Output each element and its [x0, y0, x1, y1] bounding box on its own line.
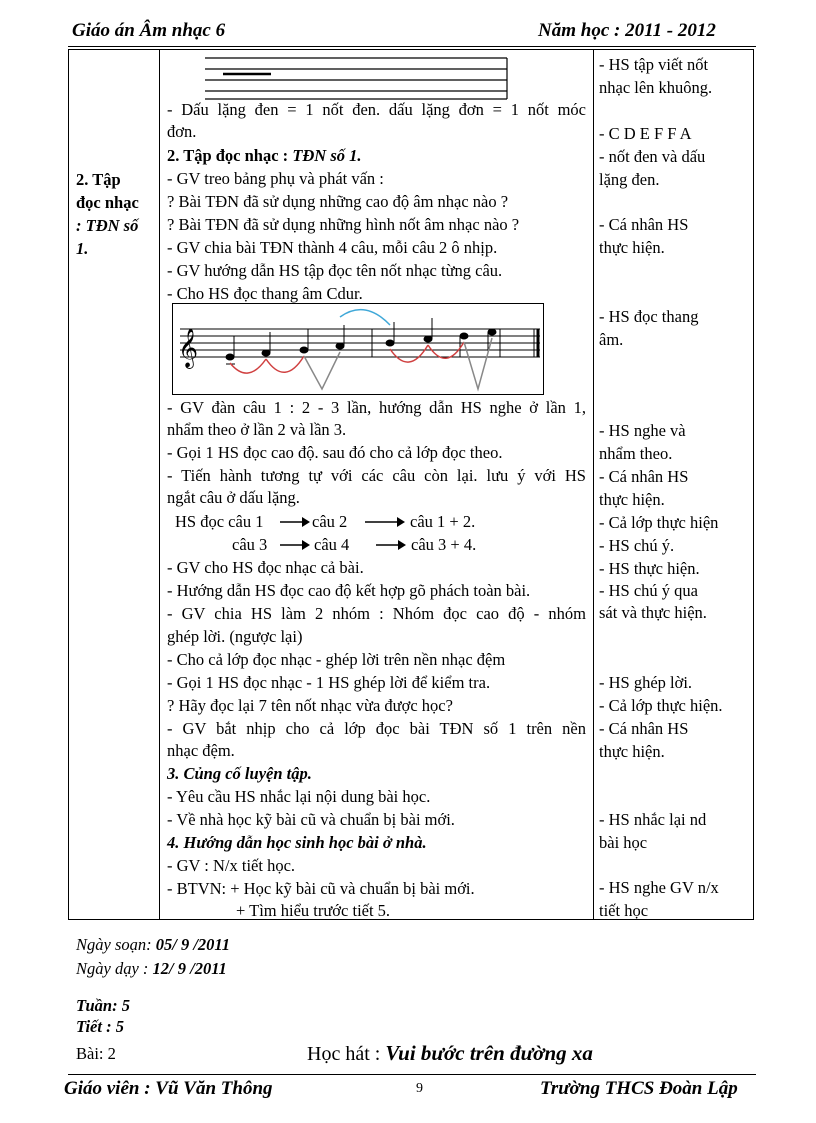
student-activity: thực hiện.	[599, 238, 665, 257]
staff-fragment	[205, 54, 515, 100]
text-line: + Tìm hiểu trước tiết 5.	[236, 901, 391, 920]
student-activity: - C D E F F A	[599, 124, 692, 143]
text-line: - GV đàn câu 1 : 2 - 3 lần, hướng dẫn HS nghe ở lần 1,	[167, 398, 586, 417]
student-activity: - HS chú ý.	[599, 536, 675, 555]
student-activity: - HS nhắc lại nd	[599, 810, 707, 829]
section-heading-2	[167, 145, 362, 167]
text-line: - Gọi 1 HS đọc cao độ. sau đó cho cả lớp đọc theo.	[167, 443, 503, 462]
treble-clef-icon: 𝄞	[178, 328, 199, 368]
text-line: ngắt câu ở dấu lặng.	[167, 488, 300, 507]
text-line: - GV treo bảng phụ và phát vấn :	[167, 169, 384, 188]
lesson-number: Bài: 2	[76, 1044, 116, 1063]
text-line: - Gọi 1 HS đọc nhạc - 1 HS ghép lời để kiểm tra.	[167, 673, 491, 692]
song-title: Vui bước trên đường xa	[385, 1041, 593, 1065]
table-divider-1	[159, 49, 160, 920]
text-line: - BTVN: + Học kỹ bài cũ và chuẩn bị bài mới.	[167, 879, 475, 898]
student-activity: - Cả lớp thực hiện.	[599, 696, 723, 715]
student-activity: - HS chú ý qua	[599, 581, 698, 600]
rest-note-text: - Dấu lặng đen = 1 nốt đen. dấu lặng đơn = 1 nốt móc	[167, 100, 586, 119]
student-activity: - Cá nhân HS	[599, 215, 689, 234]
text-line: - Về nhà học kỹ bài cũ và chuẩn bị bài mới.	[167, 810, 455, 829]
arrow-right-icon	[365, 515, 405, 529]
student-activity: sát và thực hiện.	[599, 603, 707, 622]
student-activity: - HS nghe GV n/x	[599, 878, 719, 897]
student-activity: - HS nghe và	[599, 421, 686, 440]
footer-school: Trường THCS Đoàn Lập	[540, 1078, 738, 1099]
text-line: - Cho cả lớp đọc nhạc - ghép lời trên nền nhạc đệm	[167, 650, 506, 669]
week-label: Tuần: 5	[76, 996, 130, 1015]
sequence-step: câu 1 + 2.	[410, 512, 476, 531]
table-divider-2	[593, 49, 594, 920]
text-line: - GV chia HS làm 2 nhóm : Nhóm đọc cao độ - nhóm	[167, 604, 586, 623]
rest-note-text: đơn.	[167, 122, 197, 141]
student-activity: tiết học	[599, 901, 649, 920]
period-label: Tiết : 5	[76, 1017, 124, 1036]
text-line: - GV cho HS đọc nhạc cả bài.	[167, 558, 364, 577]
section-label-line: : TĐN số	[76, 216, 139, 235]
text-line: - GV : N/x tiết học.	[167, 856, 296, 875]
section-label-line: 2. Tập	[76, 170, 121, 189]
text-line: - Yêu cầu HS nhắc lại nội dung bài học.	[167, 787, 431, 806]
student-activity: - HS đọc thang	[599, 307, 699, 326]
section-label-line: 1.	[76, 239, 89, 258]
date-prepared	[76, 935, 230, 955]
song-heading-label: Học hát :	[307, 1043, 386, 1065]
student-activity: - HS thực hiện.	[599, 559, 700, 578]
student-activity: thực hiện.	[599, 490, 665, 509]
arrow-right-icon	[280, 515, 310, 529]
student-activity: - Cá nhân HS	[599, 467, 689, 486]
student-activity: - nốt đen và dấu	[599, 147, 706, 166]
text-line: ? Bài TĐN đã sử dụng những cao độ âm nhạc nào ?	[167, 192, 509, 211]
header-right: Năm học : 2011 - 2012	[538, 20, 716, 41]
date-label: Ngày soạn:	[76, 935, 156, 954]
date-label: Ngày dạy :	[76, 959, 153, 978]
sequence-step: câu 3	[232, 535, 268, 554]
student-activity: nhạc lên khuông.	[599, 78, 713, 97]
date-taught	[76, 959, 227, 979]
header-rule	[68, 46, 756, 47]
text-line: - GV chia bài TĐN thành 4 câu, mỗi câu 2 ô nhịp.	[167, 238, 498, 257]
student-activity: - Cá nhân HS	[599, 719, 689, 738]
page-number: 9	[416, 1081, 423, 1096]
student-activity: thực hiện.	[599, 742, 665, 761]
student-activity: nhẩm theo.	[599, 444, 673, 463]
c-major-scale-staff	[172, 303, 544, 395]
student-activity: - HS ghép lời.	[599, 673, 693, 692]
student-activity: - Cả lớp thực hiện	[599, 513, 719, 532]
text-line: - GV bắt nhịp cho cả lớp đọc bài TĐN số 1 trên nền	[167, 719, 586, 738]
footer-teacher: Giáo viên : Vũ Văn Thông	[64, 1078, 273, 1099]
sequence-step: HS đọc câu 1	[175, 512, 264, 531]
student-activity: - HS tập viết nốt	[599, 55, 709, 74]
text-line: - Cho HS đọc thang âm Cdur.	[167, 284, 363, 303]
song-heading	[307, 1041, 593, 1066]
heading-text: TĐN số 1.	[292, 146, 362, 165]
text-line: ghép lời. (ngược lại)	[167, 627, 303, 646]
text-line: - Hướng dẫn HS đọc cao độ kết hợp gõ phách toàn bài.	[167, 581, 531, 600]
section-label-line: đọc nhạc	[76, 193, 139, 212]
text-line: - Tiến hành tương tự với các câu còn lại. lưu ý với HS	[167, 466, 586, 485]
date-value: 12/ 9 /2011	[152, 959, 227, 978]
sequence-step: câu 2	[312, 512, 348, 531]
footer-rule	[68, 1074, 756, 1075]
student-activity: âm.	[599, 330, 624, 349]
arrow-right-icon	[280, 538, 310, 552]
text-line: - GV hướng dẫn HS tập đọc tên nốt nhạc từng câu.	[167, 261, 503, 280]
heading-text: 2. Tập đọc nhạc :	[167, 146, 293, 165]
section-heading-4: 4. Hướng dẫn học sinh học bài ở nhà.	[167, 833, 427, 852]
text-line: ? Hãy đọc lại 7 tên nốt nhạc vừa được học?	[167, 696, 453, 715]
student-activity: lặng đen.	[599, 170, 660, 189]
section-heading-3: 3. Củng cố luyện tập.	[167, 764, 312, 783]
text-line: ? Bài TĐN đã sử dụng những hình nốt âm nhạc nào ?	[167, 215, 520, 234]
student-activity: bài học	[599, 833, 648, 852]
text-line: nhẩm theo ở lần 2 và lần 3.	[167, 420, 347, 439]
sequence-step: câu 3 + 4.	[411, 535, 477, 554]
text-line: nhạc đệm.	[167, 741, 235, 760]
sequence-step: câu 4	[314, 535, 350, 554]
date-value: 05/ 9 /2011	[155, 935, 231, 954]
arrow-right-icon	[376, 538, 406, 552]
header-left: Giáo án Âm nhạc 6	[72, 20, 226, 41]
